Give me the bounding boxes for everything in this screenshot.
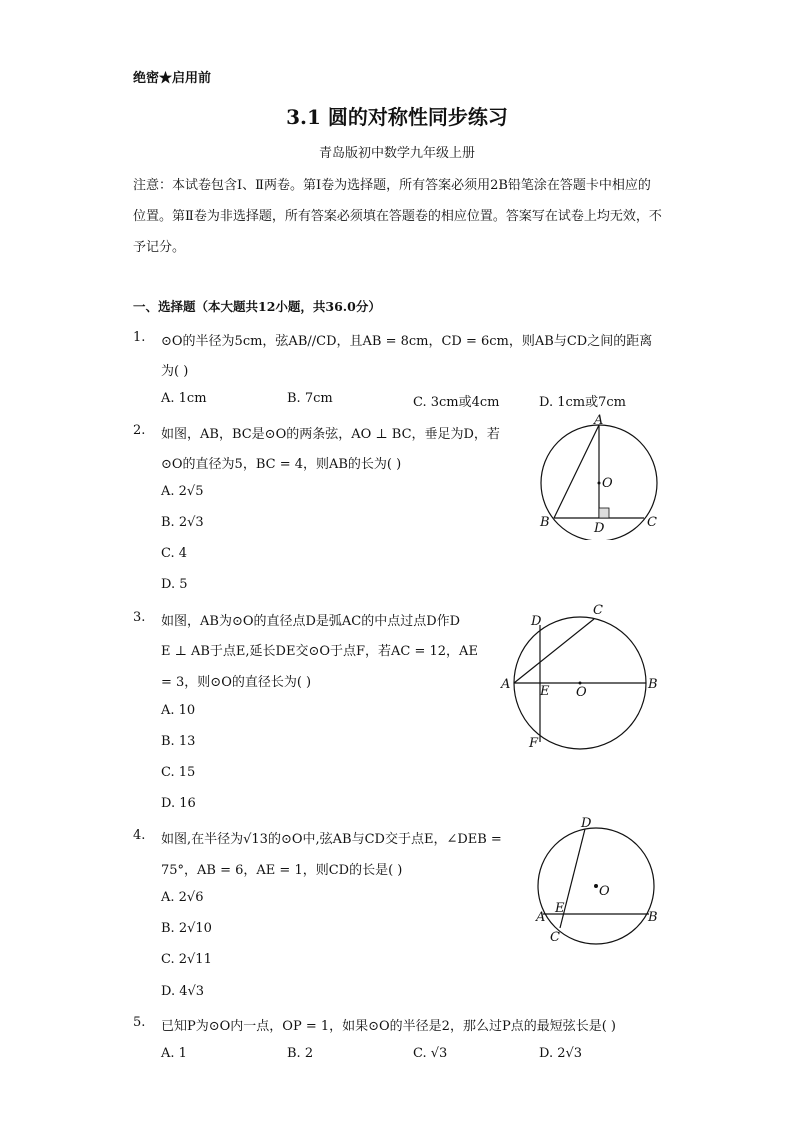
label-a: A xyxy=(536,910,546,925)
label-a: A xyxy=(594,413,604,428)
question-number: 5. xyxy=(133,1015,146,1030)
figure-q4 xyxy=(528,814,668,949)
option-c[interactable]: C. 4 xyxy=(161,546,188,561)
option-c[interactable]: C. √3 xyxy=(413,1046,448,1061)
label-f: F xyxy=(529,736,539,751)
label-b: B xyxy=(540,515,550,530)
option-a[interactable]: A. 2√5 xyxy=(161,484,204,499)
label-b: B xyxy=(648,910,658,925)
question-text-line: 75°，AB = 6，AE = 1，则CD的长是( ) xyxy=(161,863,403,878)
option-d[interactable]: D. 16 xyxy=(161,796,196,811)
question-number: 3. xyxy=(133,610,146,625)
option-d[interactable]: D. 2√3 xyxy=(539,1046,583,1061)
option-b[interactable]: B. 2√3 xyxy=(161,515,204,530)
option-b[interactable]: B. 2 xyxy=(287,1046,314,1061)
option-c[interactable]: C. 2√11 xyxy=(161,952,212,967)
option-a[interactable]: A. 1cm xyxy=(161,391,207,406)
question-text-line: 如图,在半径为√13的⊙O中,弦AB与CD交于点E，∠DEB = xyxy=(161,832,502,847)
option-b[interactable]: B. 13 xyxy=(161,734,196,749)
question-text-line: ⊙O的半径为5cm，弦AB//CD，且AB = 8cm，CD = 6cm，则AB与CD之间的距离 xyxy=(161,334,653,349)
question-text-line: 如图，AB为⊙O的直径点D是弧AC的中点过点D作D xyxy=(161,614,461,629)
figure-q3 xyxy=(498,600,668,755)
label-o: O xyxy=(602,476,613,491)
label-e: E xyxy=(540,684,550,699)
option-d[interactable]: D. 4√3 xyxy=(161,984,205,999)
label-c: C xyxy=(550,930,560,945)
label-d: D xyxy=(581,816,592,831)
label-d: D xyxy=(531,614,542,629)
option-a[interactable]: A. 2√6 xyxy=(161,890,204,905)
question-text-line: 为( ) xyxy=(161,364,189,379)
question-text-line: 已知P为⊙O内一点，OP = 1，如果⊙O的半径是2，那么过P点的最短弦长是( ) xyxy=(161,1019,616,1034)
center-dot xyxy=(594,884,598,888)
right-angle-mark xyxy=(599,508,609,518)
question-number: 2. xyxy=(133,423,146,438)
option-d[interactable]: D. 5 xyxy=(161,577,188,592)
chord-ac xyxy=(514,619,594,683)
label-a: A xyxy=(501,677,511,692)
question-text-line: E ⊥ AB于点E,延长DE交⊙O于点F，若AC = 12，AE xyxy=(161,644,478,659)
center-dot xyxy=(598,482,601,485)
exam-note: 注意：本试卷包含Ⅰ、Ⅱ两卷。第Ⅰ卷为选择题，所有答案必须用2B铅笔涂在答题卡中相应的位置。第Ⅱ卷为非选择题，所有答案必须填在答题卷的相应位置。答案写在试卷上均无效，不予记分。 xyxy=(133,178,662,255)
figure-q2 xyxy=(528,410,668,540)
option-c[interactable]: C. 3cm或4cm xyxy=(413,395,500,410)
label-e: E xyxy=(555,901,565,916)
question-text-line: 如图，AB，BC是⊙O的两条弦，AO ⊥ BC，垂足为D，若 xyxy=(161,427,500,442)
secret-label: 绝密★启用前 xyxy=(133,71,212,86)
section-heading: 一、选择题（本大题共12小题，共36.0分） xyxy=(133,299,381,314)
label-o: O xyxy=(599,884,610,899)
page-subtitle: 青岛版初中数学九年级上册 xyxy=(318,146,475,161)
option-a[interactable]: A. 1 xyxy=(161,1046,187,1061)
question-number: 1. xyxy=(133,330,146,345)
label-b: B xyxy=(648,677,658,692)
option-c[interactable]: C. 15 xyxy=(161,765,196,780)
option-b[interactable]: B. 7cm xyxy=(287,391,333,406)
label-d: D xyxy=(594,521,605,536)
question-text-line: ⊙O的直径为5，BC = 4，则AB的长为( ) xyxy=(161,457,402,472)
option-d[interactable]: D. 1cm或7cm xyxy=(539,395,626,410)
label-c: C xyxy=(647,515,657,530)
question-text-line: = 3，则⊙O的直径长为( ) xyxy=(161,675,312,690)
label-o: O xyxy=(576,685,587,700)
label-c: C xyxy=(593,603,603,618)
option-a[interactable]: A. 10 xyxy=(161,703,196,718)
question-number: 4. xyxy=(133,828,146,843)
page-title: 3.1 圆的对称性同步练习 xyxy=(286,105,508,129)
option-b[interactable]: B. 2√10 xyxy=(161,921,212,936)
